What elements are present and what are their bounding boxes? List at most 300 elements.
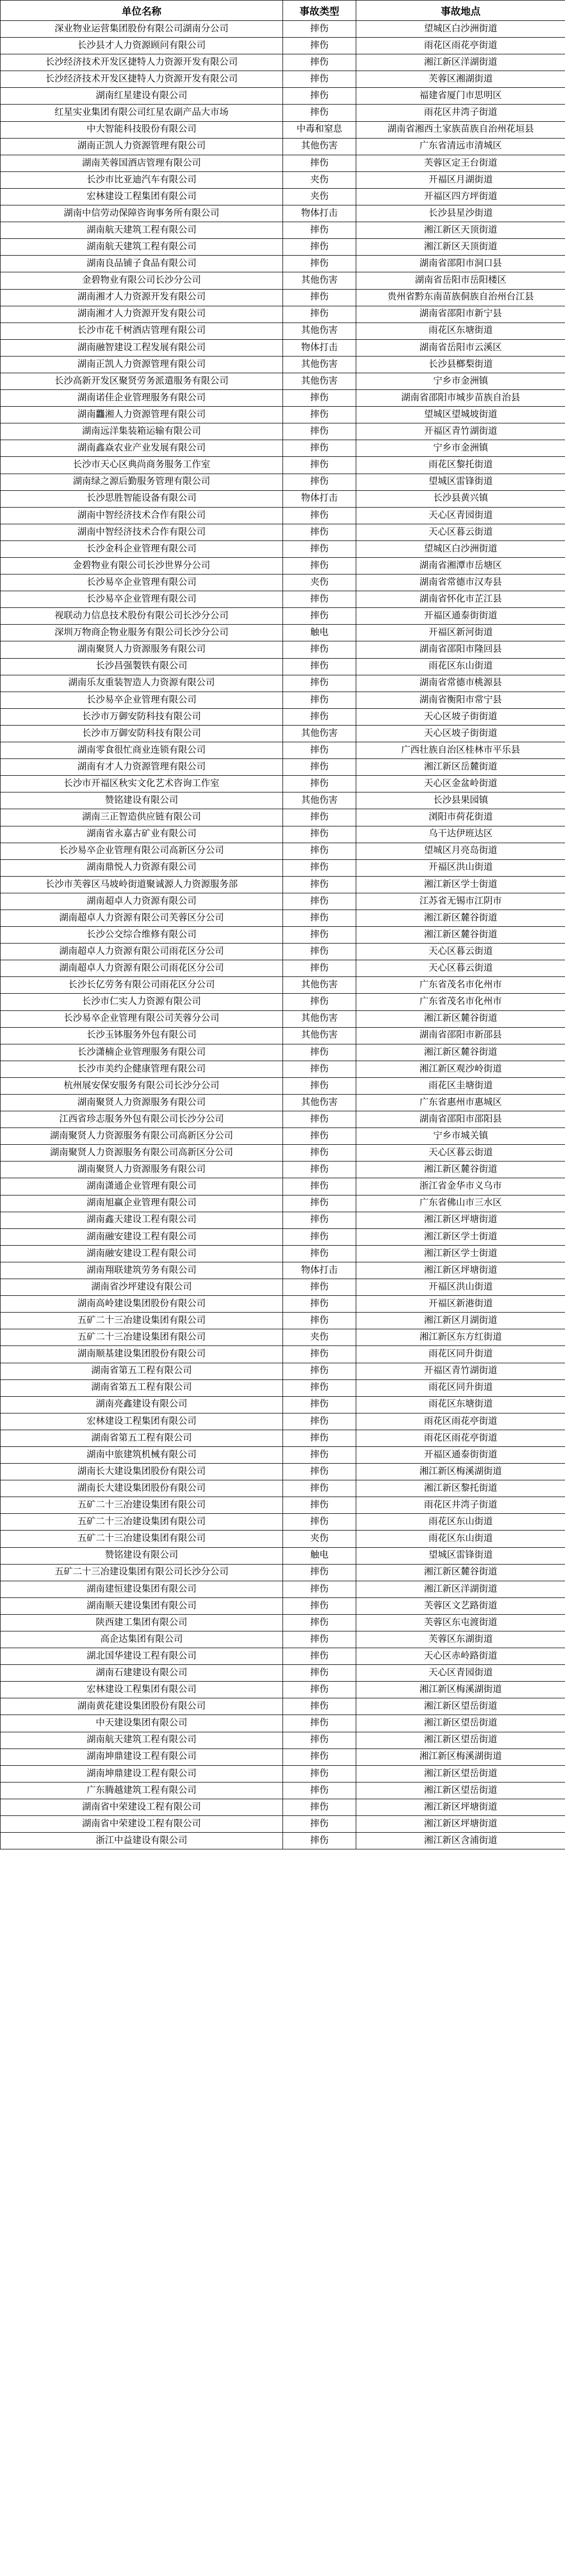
unit-name-cell: 湖南正凯人力资源管理有限公司 xyxy=(1,356,283,373)
accident-location-cell: 宁乡市城关镇 xyxy=(356,1128,565,1145)
accident-location-cell: 湖南省邵阳市邵阳县 xyxy=(356,1111,565,1128)
unit-name-cell: 湖南鼎悦人力资源有限公司 xyxy=(1,859,283,876)
accident-type-cell: 夹伤 xyxy=(283,171,356,188)
table-row xyxy=(1,1531,565,1547)
accident-type-cell: 其他伤害 xyxy=(283,323,356,339)
accident-location-cell: 湘江新区梅溪湖街道 xyxy=(356,1749,565,1765)
accident-location-cell: 芙蓉区东湖街道 xyxy=(356,1631,565,1648)
table-row xyxy=(1,390,565,407)
accident-location-cell: 开福区洪山街道 xyxy=(356,859,565,876)
unit-name-cell: 金碧物业有限公司长沙分公司 xyxy=(1,272,283,289)
table-row xyxy=(1,1010,565,1027)
accident-location-cell: 湘江新区麓谷街道 xyxy=(356,910,565,926)
accident-location-cell: 望城区雷锋街道 xyxy=(356,474,565,490)
table-row xyxy=(1,1816,565,1833)
accident-location-cell: 天心区金盆岭街道 xyxy=(356,776,565,792)
accident-type-cell: 摔伤 xyxy=(283,1782,356,1799)
table-row xyxy=(1,1145,565,1162)
accident-type-cell: 摔伤 xyxy=(283,289,356,306)
unit-name-cell: 长沙市比亚迪汽车有限公司 xyxy=(1,171,283,188)
table-row xyxy=(1,1648,565,1665)
accident-location-cell: 湘江新区坪塘街道 xyxy=(356,1799,565,1815)
accident-type-cell: 摔伤 xyxy=(283,1212,356,1228)
table-row xyxy=(1,121,565,138)
unit-name-cell: 湖南有才人力资源管理有限公司 xyxy=(1,759,283,776)
accident-location-cell: 湘江新区坪塘街道 xyxy=(356,1262,565,1279)
accident-type-cell: 摔伤 xyxy=(283,256,356,272)
accident-type-cell: 其他伤害 xyxy=(283,356,356,373)
accident-location-cell: 湖南省邵阳市洞口县 xyxy=(356,256,565,272)
accident-location-cell: 湖南省邵阳市城步苗族自治县 xyxy=(356,390,565,407)
accident-location-cell: 湘江新区坪塘街道 xyxy=(356,1816,565,1833)
accident-location-cell: 湘江新区月湖街道 xyxy=(356,1313,565,1329)
unit-name-cell: 长沙公交综合维修有限公司 xyxy=(1,927,283,944)
accident-type-cell: 触电 xyxy=(283,1547,356,1564)
accident-location-cell: 开福区青竹湖街道 xyxy=(356,423,565,440)
unit-name-cell: 湖南航天建筑工程有限公司 xyxy=(1,222,283,239)
table-row xyxy=(1,1279,565,1296)
table-row xyxy=(1,1044,565,1061)
table-row xyxy=(1,440,565,457)
table-row xyxy=(1,826,565,843)
accident-type-cell: 摔伤 xyxy=(283,742,356,759)
unit-name-cell: 湖南诺佳企业管理服务有限公司 xyxy=(1,390,283,407)
table-row xyxy=(1,1765,565,1782)
unit-name-cell: 长沙市万御安防科技有限公司 xyxy=(1,708,283,725)
unit-name-cell: 湖南建恒建设集团有限公司 xyxy=(1,1581,283,1597)
accident-type-cell: 摔伤 xyxy=(283,38,356,54)
accident-type-cell: 摔伤 xyxy=(283,1715,356,1732)
unit-name-cell: 湖南零食很忙商业连锁有限公司 xyxy=(1,742,283,759)
accident-type-cell: 摔伤 xyxy=(283,239,356,256)
accident-location-cell: 天心区坡子街街道 xyxy=(356,708,565,725)
accident-type-cell: 摔伤 xyxy=(283,1480,356,1497)
accident-type-cell: 摔伤 xyxy=(283,524,356,540)
accident-location-cell: 湖南省常德市桃源县 xyxy=(356,675,565,692)
table-row xyxy=(1,1799,565,1815)
accident-location-cell: 湘江新区麓谷街道 xyxy=(356,1044,565,1061)
unit-name-cell: 湖南红星建设有限公司 xyxy=(1,88,283,105)
unit-name-cell: 长沙易卒企业管理有限公司 xyxy=(1,591,283,608)
table-row xyxy=(1,960,565,977)
accident-type-cell: 摔伤 xyxy=(283,944,356,960)
unit-name-cell: 湖南超卓人力资源有限公司雨花区分公司 xyxy=(1,960,283,977)
accident-type-cell: 摔伤 xyxy=(283,1732,356,1749)
unit-name-cell: 长沙长亿劳务有限公司雨花区分公司 xyxy=(1,977,283,994)
accident-location-cell: 雨花区东山街道 xyxy=(356,1514,565,1531)
unit-name-cell: 长沙市天心区典尚商务服务工作室 xyxy=(1,457,283,474)
accident-location-cell: 开福区月湖街道 xyxy=(356,171,565,188)
table-row xyxy=(1,524,565,540)
table-row xyxy=(1,222,565,239)
accident-location-cell: 湖南省衡阳市常宁县 xyxy=(356,692,565,708)
unit-name-cell: 红星实业集团有限公司红星农副产品大市场 xyxy=(1,105,283,121)
accident-type-cell: 摔伤 xyxy=(283,994,356,1010)
accident-type-cell: 摔伤 xyxy=(283,306,356,323)
accident-type-cell: 摔伤 xyxy=(283,1631,356,1648)
unit-name-cell: 湖南超卓人力资源有限公司雨花区分公司 xyxy=(1,944,283,960)
accident-location-cell: 望城区白沙洲街道 xyxy=(356,540,565,557)
accident-type-cell: 摔伤 xyxy=(283,1446,356,1463)
accident-location-cell: 湘江新区望岳街道 xyxy=(356,1732,565,1749)
unit-name-cell: 湖南融智建设工程发展有限公司 xyxy=(1,339,283,356)
unit-name-cell: 湖南中智经济技术合作有限公司 xyxy=(1,507,283,524)
accident-type-cell: 摔伤 xyxy=(283,1581,356,1597)
table-row xyxy=(1,1095,565,1111)
unit-name-cell: 赞铭建设有限公司 xyxy=(1,1547,283,1564)
table-row xyxy=(1,205,565,222)
unit-name-cell: 长沙昌强製铁有限公司 xyxy=(1,658,283,675)
table-row xyxy=(1,171,565,188)
accident-location-cell: 天心区坡子街街道 xyxy=(356,725,565,742)
accident-type-cell: 摔伤 xyxy=(283,1765,356,1782)
accident-type-cell: 摔伤 xyxy=(283,658,356,675)
table-row xyxy=(1,1597,565,1614)
unit-name-cell: 江西省珍志服务外包有限公司长沙分公司 xyxy=(1,1111,283,1128)
table-row xyxy=(1,1514,565,1531)
accident-location-cell: 宁乡市金洲镇 xyxy=(356,373,565,389)
table-row xyxy=(1,54,565,71)
accident-type-cell: 摔伤 xyxy=(283,927,356,944)
accident-location-cell: 开福区四方坪街道 xyxy=(356,188,565,205)
table-row xyxy=(1,994,565,1010)
accident-type-cell: 摔伤 xyxy=(283,1111,356,1128)
accident-location-cell: 长沙县黄兴镇 xyxy=(356,490,565,507)
unit-name-cell: 湖南聚贤人力资源服务有限公司 xyxy=(1,1162,283,1178)
table-row xyxy=(1,88,565,105)
unit-name-cell: 长沙潇楠企业管理服务有限公司 xyxy=(1,1044,283,1061)
table-row xyxy=(1,1379,565,1396)
accident-type-cell: 摔伤 xyxy=(283,390,356,407)
accident-location-cell: 芙蓉区文艺路街道 xyxy=(356,1597,565,1614)
unit-name-cell: 湖南长大建设集团股份有限公司 xyxy=(1,1480,283,1497)
table-row xyxy=(1,1698,565,1715)
unit-name-cell: 湖南省第五工程有限公司 xyxy=(1,1430,283,1446)
unit-name-cell: 湖南高岭建设集团股份有限公司 xyxy=(1,1296,283,1313)
table-row xyxy=(1,423,565,440)
table-row xyxy=(1,1195,565,1212)
accident-type-cell: 摔伤 xyxy=(283,1128,356,1145)
accident-type-cell: 摔伤 xyxy=(283,1665,356,1682)
accident-type-cell: 摔伤 xyxy=(283,859,356,876)
unit-name-cell: 湖南中信劳动保障咨询事务所有限公司 xyxy=(1,205,283,222)
unit-name-cell: 宏林建设工程集团有限公司 xyxy=(1,188,283,205)
table-row xyxy=(1,1061,565,1077)
accident-type-cell: 摔伤 xyxy=(283,1313,356,1329)
unit-name-cell: 宏林建设工程集团有限公司 xyxy=(1,1413,283,1430)
unit-name-cell: 湖南省中荣建设工程有限公司 xyxy=(1,1816,283,1833)
unit-name-cell: 长沙易卒企业管理有限公司高新区分公司 xyxy=(1,843,283,859)
accident-location-cell: 长沙县榔梨街道 xyxy=(356,356,565,373)
table-row xyxy=(1,323,565,339)
unit-name-cell: 五矿二十三冶建设集团有限公司 xyxy=(1,1514,283,1531)
accident-type-cell: 摔伤 xyxy=(283,558,356,574)
accident-location-cell: 湖南省岳阳市云溪区 xyxy=(356,339,565,356)
table-row xyxy=(1,859,565,876)
accident-location-cell: 开福区洪山街道 xyxy=(356,1279,565,1296)
unit-name-cell: 湖南湘才人力资源开发有限公司 xyxy=(1,306,283,323)
table-row xyxy=(1,927,565,944)
accident-type-cell: 摔伤 xyxy=(283,1279,356,1296)
table-row xyxy=(1,339,565,356)
table-row xyxy=(1,457,565,474)
accident-type-cell: 摔伤 xyxy=(283,1195,356,1212)
unit-name-cell: 中天建设集团有限公司 xyxy=(1,1715,283,1732)
accident-location-cell: 广东省茂名市化州市 xyxy=(356,994,565,1010)
accident-type-cell: 摔伤 xyxy=(283,1648,356,1665)
accident-location-cell: 贵州省黔东南苗族侗族自治州台江县 xyxy=(356,289,565,306)
accident-type-cell: 摔伤 xyxy=(283,54,356,71)
accident-location-cell: 湘江新区学士街道 xyxy=(356,1228,565,1245)
unit-name-cell: 湖南乐友重装智造人力资源有限公司 xyxy=(1,675,283,692)
header-accident-type: 事故类型 xyxy=(283,1,356,21)
accident-location-cell: 雨花区井湾子街道 xyxy=(356,1497,565,1514)
table-row xyxy=(1,356,565,373)
accident-location-cell: 开福区通泰街街道 xyxy=(356,608,565,625)
accident-location-cell: 湘江新区梅溪湖街道 xyxy=(356,1682,565,1698)
accident-location-cell: 望城区雷锋街道 xyxy=(356,1547,565,1564)
table-row xyxy=(1,1631,565,1648)
accident-location-cell: 雨花区雨花亭街道 xyxy=(356,38,565,54)
accident-location-cell: 湘江新区洋湖街道 xyxy=(356,54,565,71)
accident-location-cell: 雨花区雨花亭街道 xyxy=(356,1413,565,1430)
accident-location-cell: 湖南省常德市汉寿县 xyxy=(356,574,565,591)
unit-name-cell: 湖南省沙坪建设有限公司 xyxy=(1,1279,283,1296)
table-row xyxy=(1,1245,565,1262)
accident-location-cell: 宁乡市金洲镇 xyxy=(356,440,565,457)
accident-type-cell: 其他伤害 xyxy=(283,792,356,809)
accident-location-cell: 雨花区雨花亭街道 xyxy=(356,1430,565,1446)
table-row xyxy=(1,256,565,272)
unit-name-cell: 长沙易卒企业管理有限公司 xyxy=(1,692,283,708)
accident-type-cell: 摔伤 xyxy=(283,893,356,910)
unit-name-cell: 五矿二十三冶建设集团有限公司 xyxy=(1,1497,283,1514)
accident-location-cell: 望城区白沙洲街道 xyxy=(356,21,565,38)
accident-type-cell: 摔伤 xyxy=(283,474,356,490)
unit-name-cell: 五矿二十三冶建设集团有限公司 xyxy=(1,1313,283,1329)
table-row xyxy=(1,155,565,171)
table-row xyxy=(1,658,565,675)
accident-type-cell: 摔伤 xyxy=(283,1077,356,1094)
table-row xyxy=(1,1313,565,1329)
unit-name-cell: 湖南聚贤人力资源服务有限公司 xyxy=(1,1095,283,1111)
accident-type-cell: 夹伤 xyxy=(283,574,356,591)
accident-type-cell: 摔伤 xyxy=(283,876,356,893)
unit-name-cell: 广东腾越建筑工程有限公司 xyxy=(1,1782,283,1799)
table-row xyxy=(1,239,565,256)
table-row xyxy=(1,944,565,960)
accident-location-cell: 广东省惠州市惠城区 xyxy=(356,1095,565,1111)
accident-type-cell: 摔伤 xyxy=(283,1363,356,1379)
accident-location-cell: 湖南省湘潭市岳塘区 xyxy=(356,558,565,574)
table-row xyxy=(1,625,565,641)
accident-type-cell: 摔伤 xyxy=(283,1682,356,1698)
unit-name-cell: 湖南融安建设工程有限公司 xyxy=(1,1228,283,1245)
accident-location-cell: 长沙县果园镇 xyxy=(356,792,565,809)
accident-type-cell: 摔伤 xyxy=(283,843,356,859)
accident-location-cell: 湘江新区望岳街道 xyxy=(356,1715,565,1732)
accident-type-cell: 物体打击 xyxy=(283,339,356,356)
unit-name-cell: 长沙市万御安防科技有限公司 xyxy=(1,725,283,742)
unit-name-cell: 湖南翔联建筑劳务有限公司 xyxy=(1,1262,283,1279)
accident-type-cell: 摔伤 xyxy=(283,1044,356,1061)
table-row xyxy=(1,792,565,809)
accident-type-cell: 摔伤 xyxy=(283,1413,356,1430)
unit-name-cell: 湖南龘湘人力资源管理有限公司 xyxy=(1,407,283,423)
accident-type-cell: 摔伤 xyxy=(283,155,356,171)
accident-location-cell: 雨花区同升街道 xyxy=(356,1346,565,1363)
accident-location-cell: 湘江新区学士街道 xyxy=(356,876,565,893)
unit-name-cell: 湖南长大建设集团股份有限公司 xyxy=(1,1464,283,1480)
accident-location-cell: 湘江新区麓谷街道 xyxy=(356,1162,565,1178)
accident-location-cell: 湘江新区天顶街道 xyxy=(356,222,565,239)
table-row xyxy=(1,776,565,792)
accident-type-cell: 摔伤 xyxy=(283,1162,356,1178)
accident-type-cell: 摔伤 xyxy=(283,1430,356,1446)
table-row xyxy=(1,1497,565,1514)
accident-location-cell: 雨花区东塘街道 xyxy=(356,1396,565,1413)
unit-name-cell: 长沙金科企业管理有限公司 xyxy=(1,540,283,557)
accident-location-cell: 开福区新河街道 xyxy=(356,625,565,641)
unit-name-cell: 长沙经济技术开发区捷特人力资源开发有限公司 xyxy=(1,71,283,88)
accident-type-cell: 摔伤 xyxy=(283,222,356,239)
unit-name-cell: 五矿二十三冶建设集团有限公司 xyxy=(1,1531,283,1547)
table-row xyxy=(1,591,565,608)
unit-name-cell: 湖北国华建设工程有限公司 xyxy=(1,1648,283,1665)
unit-name-cell: 中大智能科技股份有限公司 xyxy=(1,121,283,138)
table-row xyxy=(1,1178,565,1195)
accident-location-cell: 湖南省湘西土家族苗族自治州花垣县 xyxy=(356,121,565,138)
table-row xyxy=(1,1162,565,1178)
accident-location-cell: 天心区青园街道 xyxy=(356,1665,565,1682)
accident-type-cell: 其他伤害 xyxy=(283,138,356,155)
table-row xyxy=(1,1228,565,1245)
unit-name-cell: 湖南聚贤人力资源服务有限公司高新区分公司 xyxy=(1,1145,283,1162)
accident-location-cell: 雨花区圭塘街道 xyxy=(356,1077,565,1094)
accident-location-cell: 湘江新区梅溪湖街道 xyxy=(356,1464,565,1480)
accident-location-cell: 望城区望城坡街道 xyxy=(356,407,565,423)
table-row xyxy=(1,843,565,859)
table-header-row xyxy=(1,1,565,21)
table-row xyxy=(1,1027,565,1044)
accident-location-cell: 湖南省怀化市芷江县 xyxy=(356,591,565,608)
accident-location-cell: 长沙县星沙街道 xyxy=(356,205,565,222)
table-row xyxy=(1,138,565,155)
accident-location-cell: 湘江新区洋湖街道 xyxy=(356,1581,565,1597)
unit-name-cell: 湖南顺基建设集团股份有限公司 xyxy=(1,1346,283,1363)
table-row xyxy=(1,373,565,389)
table-row xyxy=(1,1346,565,1363)
unit-name-cell: 湖南坤鼎建设工程有限公司 xyxy=(1,1749,283,1765)
accident-type-cell: 摔伤 xyxy=(283,1749,356,1765)
table-row xyxy=(1,1212,565,1228)
accident-location-cell: 湖南省邵阳市新宁县 xyxy=(356,306,565,323)
accident-location-cell: 天心区暮云街道 xyxy=(356,944,565,960)
accident-location-cell: 雨花区井湾子街道 xyxy=(356,105,565,121)
unit-name-cell: 湖南石建建设有限公司 xyxy=(1,1665,283,1682)
accident-location-cell: 湘江新区望岳街道 xyxy=(356,1765,565,1782)
accident-location-cell: 湘江新区麓谷街道 xyxy=(356,1010,565,1027)
unit-name-cell: 湖南旭赢企业管理有限公司 xyxy=(1,1195,283,1212)
accident-location-cell: 湘江新区望岳街道 xyxy=(356,1782,565,1799)
table-row xyxy=(1,507,565,524)
table-row xyxy=(1,1128,565,1145)
unit-name-cell: 湖南省永嘉古矿业有限公司 xyxy=(1,826,283,843)
table-row xyxy=(1,289,565,306)
accident-location-cell: 湘江新区麓谷街道 xyxy=(356,1564,565,1581)
accident-location-cell: 雨花区东塘街道 xyxy=(356,323,565,339)
unit-name-cell: 湖南融安建设工程有限公司 xyxy=(1,1245,283,1262)
unit-name-cell: 长沙市开福区秋实文化艺术咨询工作室 xyxy=(1,776,283,792)
accident-type-cell: 其他伤害 xyxy=(283,1095,356,1111)
unit-name-cell: 湖南潇通企业管理有限公司 xyxy=(1,1178,283,1195)
table-row xyxy=(1,558,565,574)
unit-name-cell: 湖南省中荣建设工程有限公司 xyxy=(1,1799,283,1815)
accident-type-cell: 摔伤 xyxy=(283,407,356,423)
table-row xyxy=(1,1614,565,1631)
accident-type-cell: 其他伤害 xyxy=(283,373,356,389)
accident-type-cell: 摔伤 xyxy=(283,88,356,105)
accident-type-cell: 摔伤 xyxy=(283,440,356,457)
table-row xyxy=(1,1833,565,1849)
accident-location-cell: 芙蓉区定王台街道 xyxy=(356,155,565,171)
table-row xyxy=(1,641,565,658)
table-row xyxy=(1,1262,565,1279)
unit-name-cell: 五矿二十三冶建设集团有限公司 xyxy=(1,1329,283,1346)
accident-type-cell: 摔伤 xyxy=(283,423,356,440)
accident-location-cell: 雨花区黎托街道 xyxy=(356,457,565,474)
accident-type-cell: 摔伤 xyxy=(283,540,356,557)
table-row xyxy=(1,188,565,205)
unit-name-cell: 湖南三正智造供应链有限公司 xyxy=(1,809,283,826)
accident-type-cell: 摔伤 xyxy=(283,692,356,708)
table-row xyxy=(1,675,565,692)
unit-name-cell: 金碧物业有限公司长沙世界分公司 xyxy=(1,558,283,574)
unit-name-cell: 长沙经济技术开发区捷特人力资源开发有限公司 xyxy=(1,54,283,71)
accident-type-cell: 其他伤害 xyxy=(283,977,356,994)
table-row xyxy=(1,490,565,507)
table-row xyxy=(1,1413,565,1430)
unit-name-cell: 湖南超卓人力资源有限公司 xyxy=(1,893,283,910)
accident-location-cell: 湘江新区岳麓街道 xyxy=(356,759,565,776)
accident-location-cell: 广东省清远市清城区 xyxy=(356,138,565,155)
unit-name-cell: 深业物业运营集团股份有限公司湖南分公司 xyxy=(1,21,283,38)
table-row xyxy=(1,876,565,893)
table-row xyxy=(1,725,565,742)
accident-location-cell: 湘江新区学士街道 xyxy=(356,1245,565,1262)
unit-name-cell: 浙江中益建设有限公司 xyxy=(1,1833,283,1849)
accident-type-cell: 物体打击 xyxy=(283,1262,356,1279)
accident-type-cell: 夹伤 xyxy=(283,1329,356,1346)
accident-type-cell: 摔伤 xyxy=(283,1698,356,1715)
table-row xyxy=(1,1682,565,1698)
unit-name-cell: 湖南正凯人力资源管理有限公司 xyxy=(1,138,283,155)
unit-name-cell: 长沙市美约企健康管理有限公司 xyxy=(1,1061,283,1077)
table-row xyxy=(1,1665,565,1682)
accident-type-cell: 其他伤害 xyxy=(283,725,356,742)
accident-location-cell: 广东省佛山市三水区 xyxy=(356,1195,565,1212)
accident-type-cell: 摔伤 xyxy=(283,1346,356,1363)
unit-name-cell: 湖南坤鼎建设工程有限公司 xyxy=(1,1765,283,1782)
accident-location-cell: 芙蓉区东屯渡街道 xyxy=(356,1614,565,1631)
accident-type-cell: 摔伤 xyxy=(283,1178,356,1195)
table-row xyxy=(1,407,565,423)
accident-location-cell: 湘江新区望岳街道 xyxy=(356,1698,565,1715)
accident-location-cell: 开福区通泰街街道 xyxy=(356,1446,565,1463)
accident-type-cell: 摔伤 xyxy=(283,1245,356,1262)
accident-type-cell: 摔伤 xyxy=(283,71,356,88)
accident-location-cell: 湖南省岳阳市岳阳楼区 xyxy=(356,272,565,289)
